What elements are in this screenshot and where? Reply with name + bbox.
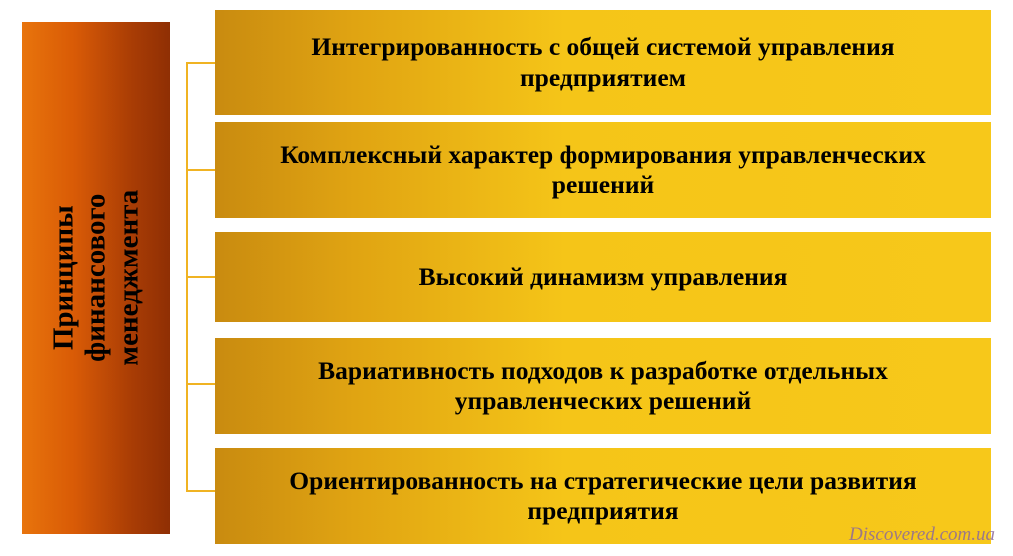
connector-branch-1	[186, 62, 215, 64]
principle-label-3: Высокий динамизм управления	[418, 261, 788, 291]
title-block-label: Принципы финансового менеджмента	[47, 190, 145, 366]
principle-box-1[interactable]	[215, 10, 991, 115]
principle-label-1: Интегрированность с общей системой управления предприятием	[311, 32, 895, 92]
principle-label-4: Вариативность подходов к разработке отдельных управленческих решений	[318, 355, 888, 415]
watermark: Discovered.com.ua	[849, 524, 995, 545]
principle-label-2: Комплексный характер формирования управленческих решений	[280, 139, 926, 199]
connector-branch-5	[186, 490, 215, 492]
principle-label-5: Ориентированность на стратегические цели развития предприятия	[289, 465, 917, 525]
principle-box-4[interactable]	[215, 338, 991, 434]
connector-branch-4	[186, 383, 215, 385]
principle-box-3[interactable]	[215, 232, 991, 322]
connector-branch-3	[186, 276, 215, 278]
title-block	[22, 22, 170, 534]
connector-branch-2	[186, 169, 215, 171]
principle-box-2[interactable]	[215, 122, 991, 218]
